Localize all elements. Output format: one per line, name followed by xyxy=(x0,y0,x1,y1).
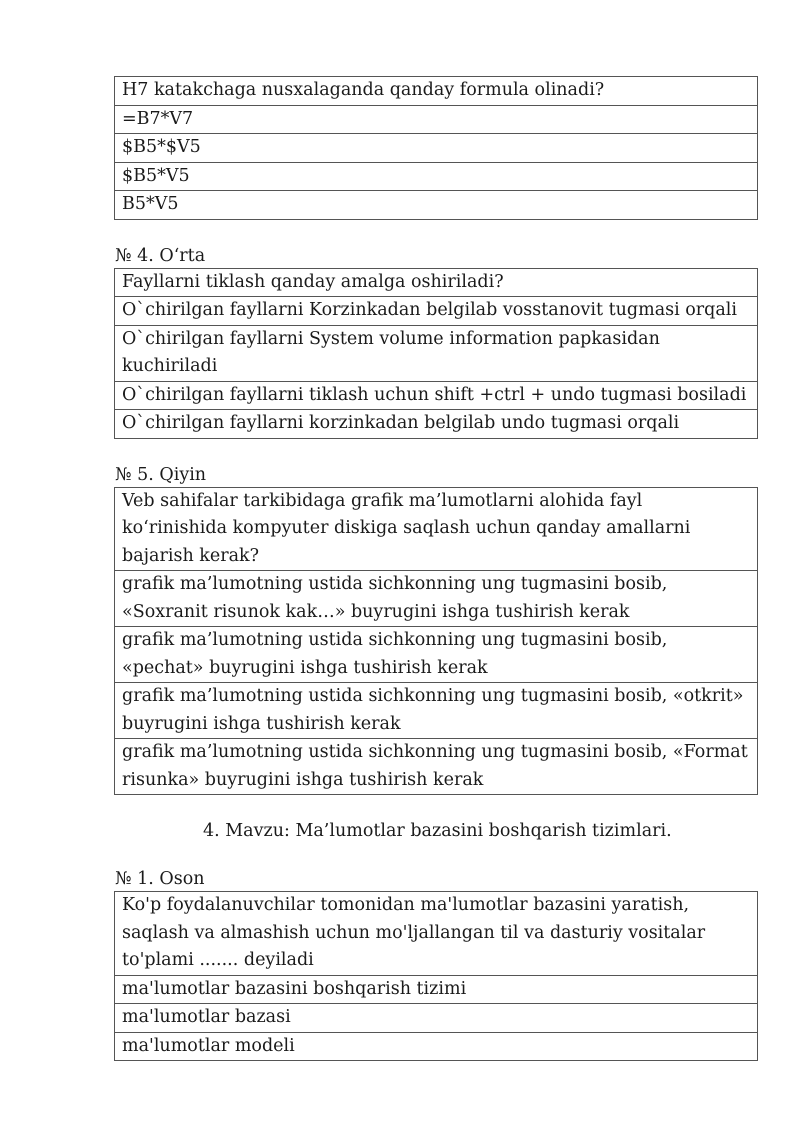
answer-row xyxy=(115,297,758,326)
question-text: Fayllarni tiklash qanday amalga oshiriladi? xyxy=(115,268,758,297)
answer-option: ma'lumotlar bazasi xyxy=(115,1004,758,1033)
question-label-5: № 5. Qiyin xyxy=(115,464,207,485)
question-table-1 xyxy=(114,76,758,220)
answer-row xyxy=(115,325,758,381)
question-row xyxy=(115,487,758,571)
answer-option: O`chirilgan fayllarni korzinkadan belgilab undo tugmasi orqali xyxy=(115,410,758,439)
question-text: Veb sahifalar tarkibidaga grafik ma’lumotlarni alohida fayl ko‘rinishida kompyuter diskiga saqlash uchun qanday amallarni bajarish kerak? xyxy=(115,487,758,571)
answer-option: B5*V5 xyxy=(115,191,758,220)
answer-row xyxy=(115,410,758,439)
answer-option: grafik ma’lumotning ustida sichkonning ung tugmasini bosib, «Soxranit risunok kak…» buyrugini ishga tushirish kerak xyxy=(115,571,758,627)
document-page xyxy=(114,76,758,1061)
answer-option: ma'lumotlar modeli xyxy=(115,1032,758,1061)
question-row xyxy=(115,892,758,976)
question-text: H7 katakchaga nusxalaganda qanday formula olinadi? xyxy=(115,77,758,106)
answer-option: O`chirilgan fayllarni System volume information papkasidan kuchiriladi xyxy=(115,325,758,381)
question-table-3 xyxy=(114,487,758,796)
answer-option: $B5*V5 xyxy=(115,162,758,191)
answer-row xyxy=(115,739,758,795)
question-row xyxy=(115,268,758,297)
answer-row xyxy=(115,627,758,683)
answer-row xyxy=(115,381,758,410)
answer-option: O`chirilgan fayllarni Korzinkadan belgilab vosstanovit tugmasi orqali xyxy=(115,297,758,326)
answer-row xyxy=(115,975,758,1004)
answer-option: O`chirilgan fayllarni tiklash uchun shift +ctrl + undo tugmasi bosiladi xyxy=(115,381,758,410)
answer-row xyxy=(115,134,758,163)
question-table-4 xyxy=(114,891,758,1061)
question-text: Ko'p foydalanuvchilar tomonidan ma'lumotlar bazasini yaratish, saqlash va almashish uchun mo'ljallangan til va dasturiy vositalar to'plami ....... deyiladi xyxy=(115,892,758,976)
question-row xyxy=(115,77,758,106)
answer-option: grafik ma’lumotning ustida sichkonning ung tugmasini bosib, «pechat» buyrugini ishga tushirish kerak xyxy=(115,627,758,683)
answer-option: =B7*V7 xyxy=(115,105,758,134)
question-label-4: № 4. O‘rta xyxy=(115,245,206,266)
answer-row xyxy=(115,1004,758,1033)
topic-heading: 4. Mavzu: Ma’lumotlar bazasini boshqarish tizimlari. xyxy=(203,821,672,841)
answer-row xyxy=(115,162,758,191)
answer-option: grafik ma’lumotning ustida sichkonning ung tugmasini bosib, «otkrit» buyrugini ishga tushirish kerak xyxy=(115,683,758,739)
question-label-1: № 1. Oson xyxy=(115,869,205,889)
answer-row xyxy=(115,105,758,134)
answer-row xyxy=(115,683,758,739)
answer-option: $B5*$V5 xyxy=(115,134,758,163)
answer-option: grafik ma’lumotning ustida sichkonning ung tugmasini bosib, «Format risunka» buyrugini ishga tushirish kerak xyxy=(115,739,758,795)
answer-row xyxy=(115,571,758,627)
answer-row xyxy=(115,1032,758,1061)
answer-row xyxy=(115,191,758,220)
question-table-2 xyxy=(114,268,758,439)
answer-option: ma'lumotlar bazasini boshqarish tizimi xyxy=(115,975,758,1004)
